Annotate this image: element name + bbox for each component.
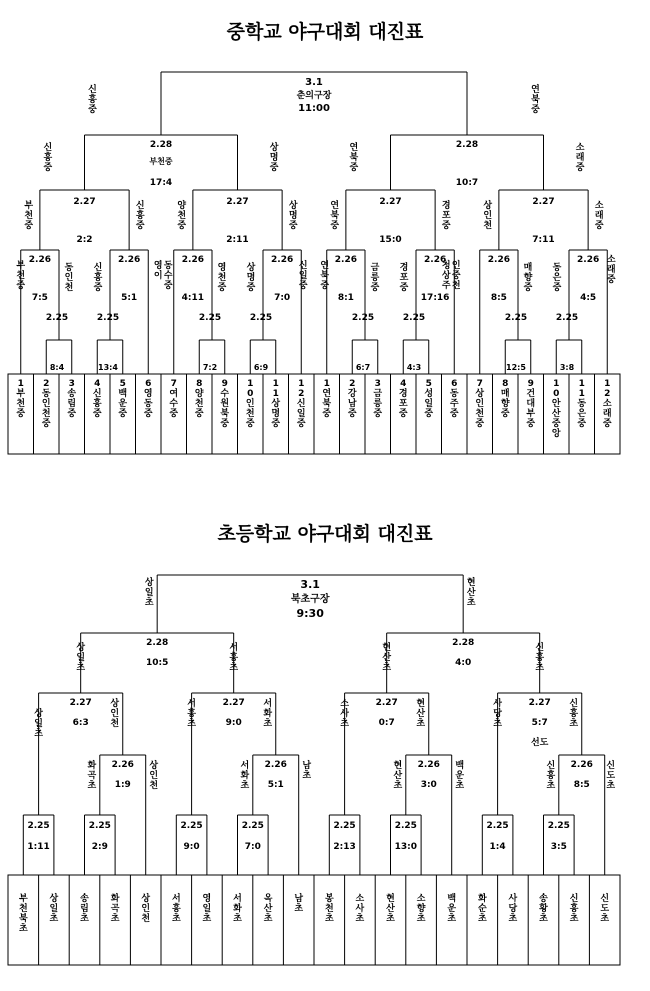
middle-title: 중학교 야구대회 대진표 [226,21,424,43]
bye-label: 인 중 천 [451,261,461,291]
team-name-8: 서 화 초 [233,894,242,924]
winner-label: 금 릉 중 [370,263,380,293]
final-venue: 북초구장 [290,594,330,605]
round-25-score: 6:7 [355,363,371,372]
round-28-note: 부천중 [149,157,173,166]
team-name-12: 1 2 신 일 중 [296,379,306,429]
round-26-score: 3:0 [420,780,437,790]
round-25-date: 2.25 [96,313,120,323]
team-name-14: 소 향 초 [416,894,426,924]
round-25-score: 6:9 [253,363,269,372]
bracket-texts [16,20,616,934]
round-26-date: 2.26 [118,255,141,265]
team-name-3: 3 송 림 중 [67,379,77,419]
round-25-date: 2.25 [504,313,528,323]
round-26-date: 2.26 [487,255,510,265]
final-venue: 춘의구장 [296,91,332,101]
round-25-score: 1:11 [27,842,50,852]
round-26-date: 2.26 [417,760,440,770]
round-25-date: 2.25 [547,821,570,831]
round-25-score: 3:5 [550,842,567,852]
bye-label: 연 북 중 [320,261,330,291]
team-name-6: 6 영 동 중 [143,379,153,419]
team-name-10: 1 0 인 천 중 [245,379,255,429]
team-name-22: 1 0 안 산 중 앙 [551,379,561,439]
winner-label: 신 흥 중 [93,263,103,293]
team-name-1: 1 부 천 중 [16,379,26,419]
team-name-11: 1 1 상 명 중 [271,379,281,429]
team-name-8: 8 양 천 중 [194,379,204,419]
round-25-score: 2:13 [333,842,356,852]
team-name-2: 상 일 초 [49,894,59,924]
team-name-16: 화 순 초 [477,894,487,924]
winner-label: 영 천 중 [217,263,227,293]
bye-label: 청 상 주 [441,261,451,291]
winner-label: 경 포 중 [399,263,409,293]
winner-label: 현 산 초 [382,643,392,673]
round-27-date: 2.27 [375,698,398,708]
team-name-19: 7 상 인 천 중 [475,379,485,429]
round-27-score: 5:7 [531,718,548,728]
round-26-date: 2.26 [264,760,287,770]
round-26-date: 2.26 [181,255,204,265]
winner-label: 동 은 중 [552,263,562,293]
round-27-date: 2.27 [379,197,402,207]
round-26-score: 8:5 [573,780,590,790]
team-name-7: 7 여 수 중 [169,379,179,419]
winner-label: 동 인 천 [64,263,74,293]
round-27-date: 2.27 [222,698,245,708]
round-27-score: 2:11 [226,235,249,245]
winner-label: 현 산 초 [466,578,476,608]
team-name-24: 1 2 소 래 중 [602,379,612,429]
team-name-20: 신 도 초 [600,894,610,924]
winner-label: 매 향 중 [523,263,533,293]
round-25-date: 2.25 [180,821,203,831]
round-25-date: 2.25 [27,821,50,831]
winner-label: 연 북 중 [531,85,540,115]
round-25-date: 2.25 [555,313,579,323]
round-26-score: 7:5 [31,293,48,303]
round-26-score: 5:1 [121,293,138,303]
team-name-18: 6 동 주 중 [449,379,459,419]
round-26-date: 2.26 [334,255,357,265]
winner-label: 소 래 중 [575,143,585,173]
winner-label: 현 산 초 [393,761,403,791]
round-27-score: 0:7 [378,718,395,728]
team-name-3: 송 림 초 [80,894,89,924]
winner-label: 현 산 초 [416,699,426,729]
round-25-score: 13:4 [98,363,118,372]
winner-label: 남 초 [302,761,312,781]
round-25-score: 12:5 [506,363,526,372]
team-name-1: 부 천 북 초 [18,894,28,934]
final-time: 11:00 [298,103,330,114]
winner-label: 상 인 천 [110,699,120,729]
winner-label: 신 흥 초 [569,699,579,729]
round-26-score: 5:1 [267,780,284,790]
elementary-title: 초등학교 야구대회 대진표 [217,523,433,545]
winner-label: 신 흥 중 [88,85,97,115]
round-25-date: 2.25 [333,821,356,831]
winner-label: 상 명 중 [269,143,279,173]
team-name-13: 1 연 북 중 [322,379,332,419]
round-28-date: 2.28 [149,140,173,150]
winner-label: 양 천 중 [177,201,187,231]
winner-label: 신 흥 중 [43,143,53,173]
round-25-date: 2.25 [351,313,375,323]
round-25-date: 2.25 [198,313,222,323]
round-25-score: 9:0 [183,842,200,852]
winner-label: 신 흥 초 [535,643,545,673]
winner-label: 화 곡 초 [87,761,97,791]
winner-label: 서 흥 초 [229,643,239,673]
round-25-score: 3:8 [559,363,575,372]
winner-label: 상 일 초 [144,578,154,608]
team-name-9: 9 수 원 북 중 [220,379,230,429]
team-name-4: 화 곡 초 [110,894,120,924]
team-name-17: 5 성 일 중 [424,379,434,419]
team-name-5: 상 인 천 [141,894,151,924]
winner-label: 신 흥 초 [546,761,556,791]
team-name-16: 4 경 포 중 [398,379,408,419]
round-27-score: 2:2 [76,235,93,245]
winner-label: 서 흥 초 [187,699,196,729]
team-name-18: 송 황 초 [539,894,548,924]
round-27-score: 6:3 [72,718,89,728]
round-27-score: 7:11 [532,235,555,245]
round-28-score: 17:4 [149,178,173,188]
winner-label: 신 도 초 [606,761,616,791]
round-25-score: 13:0 [394,842,417,852]
round-27-score: 9:0 [225,718,242,728]
round-28-score: 10:5 [145,658,169,668]
team-name-19: 신 흥 초 [569,894,579,924]
team-name-23: 1 1 동 은 중 [577,379,587,429]
round-27-score: 15:0 [379,235,402,245]
round-26-date: 2.26 [570,760,593,770]
winner-label: 연 북 중 [330,201,340,231]
round-27-date: 2.27 [528,698,551,708]
team-name-11: 봉 천 초 [324,894,334,924]
round-26-score: 1:9 [114,780,131,790]
round-26-score: 8:1 [337,293,354,303]
winner-label: 상 일 초 [34,709,43,739]
winner-label: 소 래 중 [594,201,604,231]
round-25-score: 4:3 [406,363,422,372]
team-name-4: 4 신 흥 중 [92,379,102,419]
winner-label: 상 인 천 [483,201,493,231]
team-name-2: 2 동 인 천 중 [41,379,51,429]
bye-label: 동 수 중 [163,261,173,291]
round-25-score: 7:0 [244,842,261,852]
winner-label: 상 명 중 [288,201,298,231]
round-26-date: 2.26 [111,760,134,770]
round-28-date: 2.28 [146,638,169,648]
round-27-date: 2.27 [532,197,555,207]
round-25-score: 8:4 [49,363,65,372]
winner-label: 신 흥 중 [135,201,145,231]
round-28-score: 10:7 [455,178,479,188]
round-27-date: 2.27 [226,197,249,207]
team-name-21: 9 건 대 부 중 [526,379,536,429]
team-name-12: 소 사 초 [355,894,365,924]
round-25-date: 2.25 [402,313,426,323]
winner-label: 연 북 중 [349,143,359,173]
round-27-date: 2.27 [73,197,96,207]
team-name-10: 남 초 [294,894,304,914]
bracket-lines [8,72,620,965]
team-name-9: 옥 산 초 [263,894,273,924]
round-27-date: 2.27 [69,698,92,708]
team-name-13: 현 산 초 [386,894,395,924]
round-26-date: 2.26 [577,255,600,265]
round-28-date: 2.28 [452,638,475,648]
winner-label: 소 사 초 [340,699,349,729]
round-25-date: 2.25 [486,821,509,831]
round-25-date: 2.25 [45,313,69,323]
bye-label: 영 이 [153,261,163,281]
round-25-date: 2.25 [394,821,417,831]
round-26-date: 2.26 [271,255,294,265]
winner-label: 상 인 천 [149,761,159,791]
round-26-score: 4:5 [580,293,597,303]
round-26-score: 8:5 [490,293,507,303]
team-name-5: 5 백 운 중 [118,379,128,419]
winner-label: 서 화 초 [263,699,273,729]
round-26-date: 2.26 [28,255,51,265]
round-28-score: 4:0 [455,658,472,668]
round-26-score: 4:11 [181,293,205,303]
team-name-17: 사 당 초 [508,894,518,924]
winner-label: 경 포 중 [441,201,451,231]
round-25-score: 2:9 [91,842,108,852]
winner-label: 백 운 초 [455,761,465,791]
final-date: 3.1 [305,77,323,88]
team-name-6: 서 흥 초 [171,894,181,924]
round-25-score: 1:4 [489,842,506,852]
team-name-14: 2 강 남 중 [347,379,357,419]
round-27-note: 선도 [530,738,549,748]
final-time: 9:30 [296,607,324,620]
bye-label: 소 래 중 [606,255,616,285]
bye-label: 신 일 중 [298,261,308,291]
round-25-date: 2.25 [249,313,273,323]
round-25-date: 2.25 [88,821,111,831]
round-26-score: 7:0 [274,293,291,303]
winner-label: 사 당 초 [493,699,502,729]
team-name-15: 3 금 릉 중 [373,379,383,419]
team-name-7: 영 일 초 [202,894,212,924]
round-25-score: 7:2 [202,363,218,372]
winner-label: 상 일 초 [76,643,86,673]
bye-label: 부 천 중 [16,261,26,291]
team-name-20: 8 매 향 중 [500,379,510,419]
round-26-score: 17:16 [420,293,450,303]
final-date: 3.1 [300,578,320,591]
round-28-date: 2.28 [455,140,479,150]
round-25-date: 2.25 [241,821,264,831]
round-26-date: 2.26 [424,255,447,265]
team-name-15: 백 운 초 [447,894,457,924]
winner-label: 서 화 초 [240,761,250,791]
winner-label: 부 천 중 [24,201,34,231]
winner-label: 상 명 중 [246,263,256,293]
